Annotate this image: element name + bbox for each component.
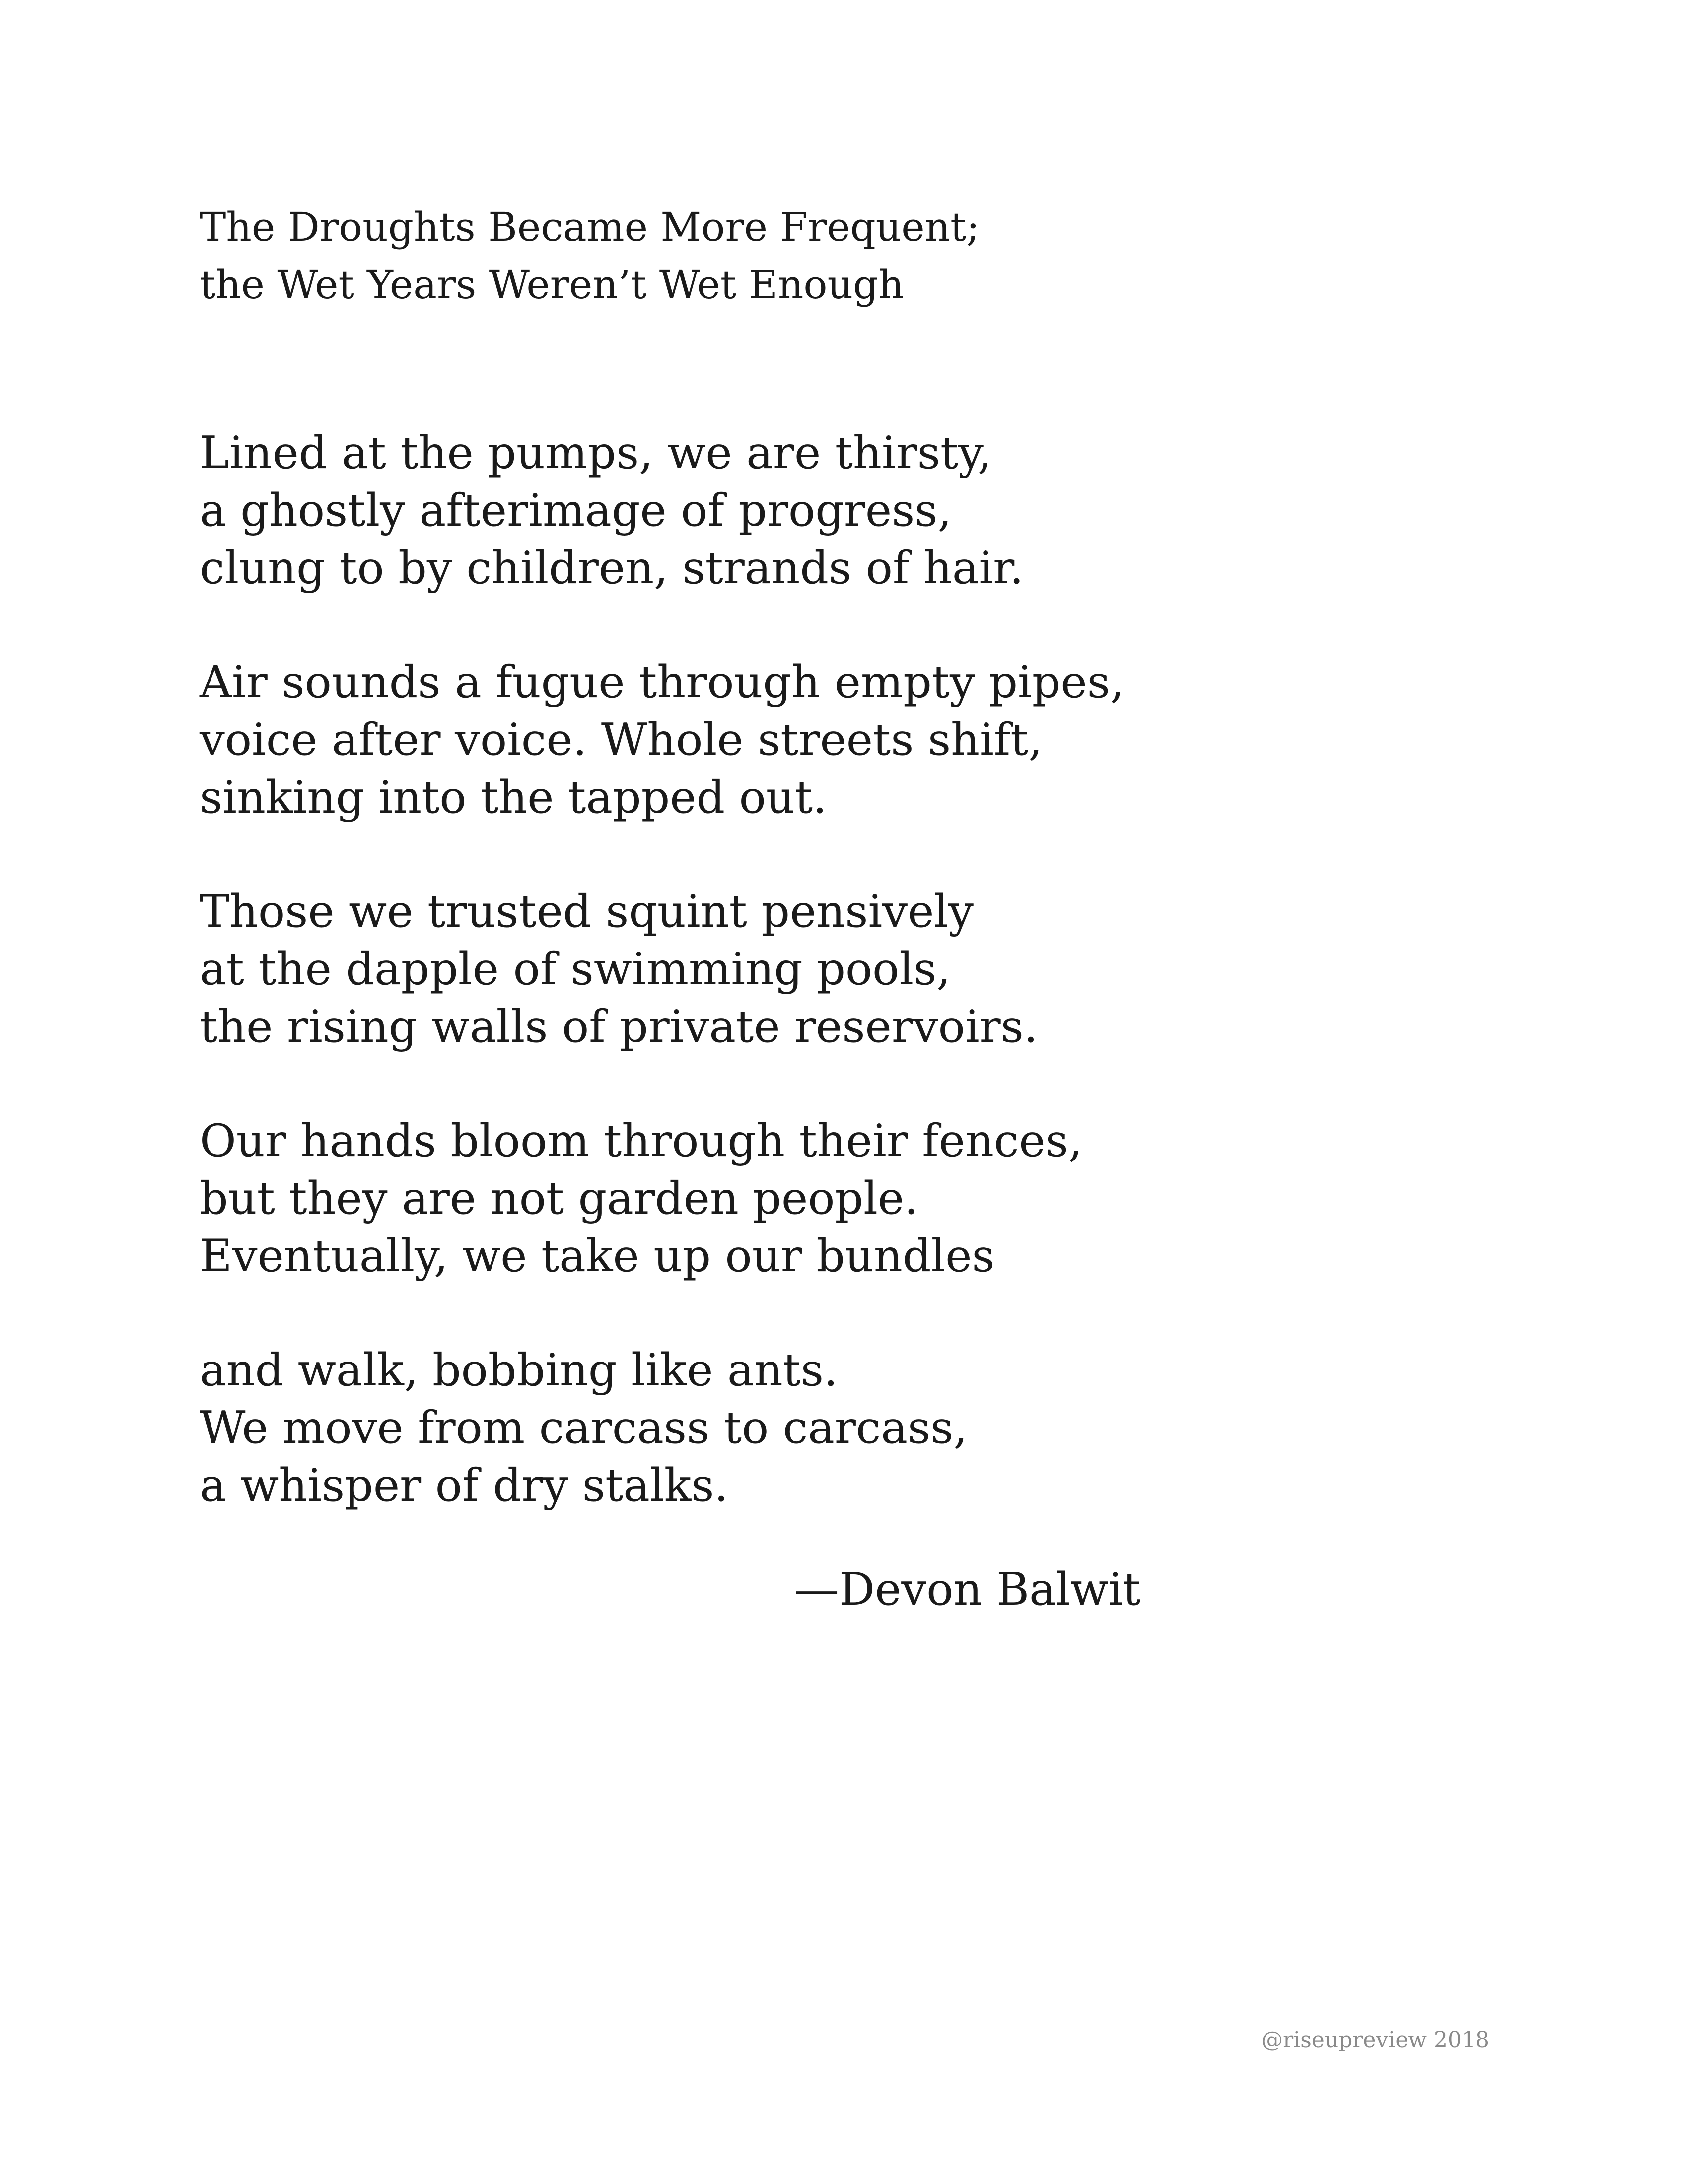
title-line-2: the Wet Years Weren’t Wet Enough (200, 262, 904, 308)
poem-line: but they are not garden people. (200, 1172, 918, 1225)
poem-line: sinking into the tapped out. (200, 771, 827, 823)
poem-line: Air sounds a fugue through empty pipes, (200, 656, 1125, 708)
stanza-4 (200, 1112, 1490, 1285)
poem-line: voice after voice. Whole streets shift, (200, 714, 1043, 766)
stanza-5 (200, 1342, 1490, 1514)
poem-line: a ghostly afterimage of progress, (200, 484, 952, 537)
poem-title (200, 199, 980, 314)
poem-line: at the dapple of swimming pools, (200, 943, 951, 995)
title-line-1: The Droughts Became More Frequent; (200, 204, 980, 250)
author-attribution: —Devon Balwit (794, 1564, 1141, 1616)
stanza-1 (200, 424, 1490, 597)
poem-line: and walk, bobbing like ants. (200, 1344, 838, 1396)
copyright-footer: @riseupreview 2018 (1261, 2027, 1489, 2052)
poem-line: Lined at the pumps, we are thirsty, (200, 427, 992, 479)
stanza-2 (200, 654, 1490, 826)
poem-line: Eventually, we take up our bundles (200, 1230, 995, 1282)
poem-line: clung to by children, strands of hair. (200, 542, 1024, 594)
poem-line: Those we trusted squint pensively (200, 886, 974, 938)
poem-line: We move from carcass to carcass, (200, 1402, 968, 1454)
poem-line: a whisper of dry stalks. (200, 1459, 729, 1511)
poem-line: Our hands bloom through their fences, (200, 1115, 1083, 1167)
poem-line: the rising walls of private reservoirs. (200, 1001, 1038, 1053)
stanza-3 (200, 883, 1490, 1056)
poem-body (200, 424, 1490, 1571)
